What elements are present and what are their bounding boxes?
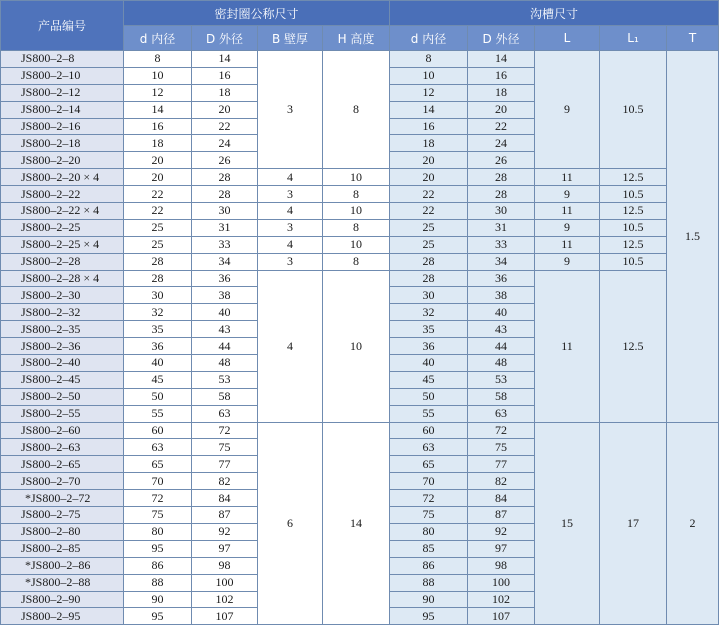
col-header-groove-d: d 内径 [390,26,468,51]
product-code-header: 产品编号 [1,1,124,51]
seal-D-cell: 28 [192,169,258,186]
seal-D-cell: 44 [192,338,258,355]
groove-d-cell: 20 [390,169,468,186]
seal-B-cell: 4 [258,236,323,253]
seal-d-cell: 10 [124,67,192,84]
groove-size-header: 沟槽尺寸 [390,1,719,26]
col-header-groove-T: T [667,26,719,51]
groove-D-cell: 33 [468,236,535,253]
product-code-cell: JS800–2–90 [1,591,124,608]
groove-D-cell: 102 [468,591,535,608]
groove-d-cell: 14 [390,101,468,118]
groove-d-cell: 28 [390,270,468,287]
groove-D-cell: 48 [468,355,535,372]
table-row [1,169,719,186]
seal-d-cell: 20 [124,152,192,169]
groove-d-cell: 25 [390,236,468,253]
seal-d-cell: 32 [124,304,192,321]
product-code-cell: JS800–2–12 [1,84,124,101]
groove-d-cell: 86 [390,557,468,574]
groove-D-cell: 14 [468,51,535,68]
col-header-groove-L1: L₁ [600,26,667,51]
product-code-cell: JS800–2–20 × 4 [1,169,124,186]
groove-D-cell: 38 [468,287,535,304]
seal-D-cell: 34 [192,253,258,270]
groove-d-cell: 63 [390,439,468,456]
col-header-seal-D: D 外径 [192,26,258,51]
seal-D-cell: 82 [192,473,258,490]
seal-d-cell: 95 [124,540,192,557]
groove-L-cell: 11 [535,236,600,253]
groove-D-cell: 22 [468,118,535,135]
seal-d-cell: 65 [124,456,192,473]
seal-D-cell: 24 [192,135,258,152]
groove-D-cell: 92 [468,523,535,540]
groove-d-cell: 32 [390,304,468,321]
product-code-cell: JS800–2–25 [1,219,124,236]
product-code-cell: JS800–2–75 [1,507,124,524]
product-code-cell: *JS800–2–86 [1,557,124,574]
groove-d-cell: 8 [390,51,468,68]
groove-d-cell: 85 [390,540,468,557]
seal-D-cell: 107 [192,608,258,625]
groove-T-cell: 2 [667,422,719,625]
seal-d-cell: 40 [124,355,192,372]
seal-H-cell: 10 [323,270,390,422]
groove-L1-cell: 17 [600,422,667,625]
seal-d-cell: 95 [124,608,192,625]
seal-D-cell: 48 [192,355,258,372]
seal-D-cell: 40 [192,304,258,321]
seal-B-cell: 3 [258,186,323,203]
product-code-cell: JS800–2–35 [1,321,124,338]
product-code-cell: JS800–2–22 × 4 [1,203,124,220]
table-row [1,270,719,287]
seal-d-cell: 14 [124,101,192,118]
seal-D-cell: 20 [192,101,258,118]
table-header [1,1,719,51]
groove-L-cell: 11 [535,270,600,422]
groove-d-cell: 95 [390,608,468,625]
seal-d-cell: 25 [124,236,192,253]
groove-D-cell: 75 [468,439,535,456]
product-code-cell: JS800–2–14 [1,101,124,118]
groove-D-cell: 97 [468,540,535,557]
product-code-cell: JS800–2–18 [1,135,124,152]
col-header-seal-H: H 高度 [323,26,390,51]
seal-D-cell: 43 [192,321,258,338]
groove-L1-cell: 10.5 [600,253,667,270]
seal-D-cell: 97 [192,540,258,557]
product-code-cell: JS800–2–95 [1,608,124,625]
product-code-cell: *JS800–2–88 [1,574,124,591]
seal-D-cell: 98 [192,557,258,574]
groove-D-cell: 43 [468,321,535,338]
groove-d-cell: 20 [390,152,468,169]
seal-d-cell: 18 [124,135,192,152]
groove-d-cell: 72 [390,490,468,507]
seal-D-cell: 38 [192,287,258,304]
seal-d-cell: 80 [124,523,192,540]
groove-d-cell: 88 [390,574,468,591]
groove-L1-cell: 12.5 [600,203,667,220]
groove-L-cell: 9 [535,219,600,236]
groove-D-cell: 77 [468,456,535,473]
seal-d-cell: 20 [124,169,192,186]
seal-D-cell: 16 [192,67,258,84]
groove-d-cell: 22 [390,186,468,203]
groove-D-cell: 72 [468,422,535,439]
seal-d-cell: 70 [124,473,192,490]
groove-D-cell: 30 [468,203,535,220]
seal-D-cell: 14 [192,51,258,68]
table-row [1,51,719,68]
groove-D-cell: 63 [468,405,535,422]
product-code-cell: JS800–2–20 [1,152,124,169]
groove-L-cell: 11 [535,169,600,186]
product-code-cell: JS800–2–10 [1,67,124,84]
product-code-cell: JS800–2–30 [1,287,124,304]
groove-L-cell: 11 [535,203,600,220]
seal-D-cell: 58 [192,388,258,405]
table-row [1,236,719,253]
product-code-cell: JS800–2–40 [1,355,124,372]
col-header-seal-B: B 壁厚 [258,26,323,51]
seal-H-cell: 8 [323,253,390,270]
seal-D-cell: 75 [192,439,258,456]
seal-D-cell: 22 [192,118,258,135]
groove-D-cell: 107 [468,608,535,625]
seal-d-cell: 22 [124,203,192,220]
seal-H-cell: 8 [323,219,390,236]
product-code-cell: JS800–2–16 [1,118,124,135]
groove-L1-cell: 10.5 [600,186,667,203]
groove-d-cell: 90 [390,591,468,608]
seal-d-cell: 45 [124,371,192,388]
groove-d-cell: 16 [390,118,468,135]
seal-d-cell: 36 [124,338,192,355]
seal-H-cell: 14 [323,422,390,625]
groove-D-cell: 18 [468,84,535,101]
seal-B-cell: 6 [258,422,323,625]
groove-L1-cell: 12.5 [600,169,667,186]
groove-L-cell: 9 [535,253,600,270]
seal-D-cell: 100 [192,574,258,591]
product-code-cell: JS800–2–28 [1,253,124,270]
table-row [1,422,719,439]
groove-d-cell: 35 [390,321,468,338]
seal-nominal-size-header: 密封圈公称尺寸 [124,1,390,26]
groove-d-cell: 65 [390,456,468,473]
product-code-cell: JS800–2–45 [1,371,124,388]
product-code-cell: JS800–2–32 [1,304,124,321]
seal-D-cell: 77 [192,456,258,473]
groove-d-cell: 10 [390,67,468,84]
groove-d-cell: 75 [390,507,468,524]
groove-D-cell: 34 [468,253,535,270]
groove-D-cell: 58 [468,388,535,405]
groove-L-cell: 9 [535,51,600,169]
product-code-cell: *JS800–2–72 [1,490,124,507]
seal-d-cell: 60 [124,422,192,439]
groove-D-cell: 82 [468,473,535,490]
product-code-cell: JS800–2–55 [1,405,124,422]
seal-D-cell: 18 [192,84,258,101]
groove-L1-cell: 10.5 [600,51,667,169]
seal-D-cell: 92 [192,523,258,540]
product-code-cell: JS800–2–50 [1,388,124,405]
seal-D-cell: 63 [192,405,258,422]
seal-d-cell: 35 [124,321,192,338]
groove-T-cell: 1.5 [667,51,719,423]
groove-d-cell: 55 [390,405,468,422]
seal-D-cell: 31 [192,219,258,236]
seal-d-cell: 75 [124,507,192,524]
groove-d-cell: 60 [390,422,468,439]
seal-d-cell: 25 [124,219,192,236]
seal-B-cell: 4 [258,203,323,220]
groove-D-cell: 31 [468,219,535,236]
seal-H-cell: 10 [323,203,390,220]
groove-D-cell: 53 [468,371,535,388]
groove-L1-cell: 12.5 [600,270,667,422]
table-row [1,203,719,220]
groove-D-cell: 28 [468,169,535,186]
groove-d-cell: 22 [390,203,468,220]
groove-D-cell: 98 [468,557,535,574]
groove-d-cell: 30 [390,287,468,304]
groove-D-cell: 26 [468,152,535,169]
product-code-cell: JS800–2–22 [1,186,124,203]
groove-d-cell: 12 [390,84,468,101]
product-code-cell: JS800–2–80 [1,523,124,540]
product-code-cell: JS800–2–25 × 4 [1,236,124,253]
seal-D-cell: 53 [192,371,258,388]
seal-d-cell: 22 [124,186,192,203]
seal-d-cell: 16 [124,118,192,135]
groove-D-cell: 20 [468,101,535,118]
seal-B-cell: 3 [258,253,323,270]
seal-D-cell: 28 [192,186,258,203]
groove-d-cell: 28 [390,253,468,270]
groove-D-cell: 100 [468,574,535,591]
groove-D-cell: 40 [468,304,535,321]
seal-d-cell: 55 [124,405,192,422]
col-header-groove-L: L [535,26,600,51]
groove-d-cell: 80 [390,523,468,540]
seal-d-cell: 88 [124,574,192,591]
table-body [1,51,719,625]
seal-B-cell: 4 [258,169,323,186]
groove-d-cell: 25 [390,219,468,236]
groove-L-cell: 15 [535,422,600,625]
product-code-cell: JS800–2–85 [1,540,124,557]
seal-D-cell: 30 [192,203,258,220]
col-header-seal-d: d 内径 [124,26,192,51]
groove-D-cell: 28 [468,186,535,203]
table-row [1,253,719,270]
groove-D-cell: 16 [468,67,535,84]
seal-d-cell: 72 [124,490,192,507]
product-code-cell: JS800–2–36 [1,338,124,355]
seal-d-cell: 28 [124,270,192,287]
seal-D-cell: 102 [192,591,258,608]
seal-H-cell: 8 [323,186,390,203]
groove-d-cell: 45 [390,371,468,388]
groove-d-cell: 18 [390,135,468,152]
seal-H-cell: 8 [323,51,390,169]
seal-D-cell: 84 [192,490,258,507]
seal-B-cell: 3 [258,51,323,169]
groove-D-cell: 44 [468,338,535,355]
seal-d-cell: 30 [124,287,192,304]
groove-d-cell: 40 [390,355,468,372]
seal-D-cell: 36 [192,270,258,287]
seal-d-cell: 12 [124,84,192,101]
groove-L1-cell: 10.5 [600,219,667,236]
seal-d-cell: 90 [124,591,192,608]
seal-H-cell: 10 [323,236,390,253]
seal-H-cell: 10 [323,169,390,186]
seal-d-cell: 50 [124,388,192,405]
seal-D-cell: 72 [192,422,258,439]
seal-D-cell: 26 [192,152,258,169]
product-code-cell: JS800–2–8 [1,51,124,68]
seal-D-cell: 33 [192,236,258,253]
seal-d-cell: 28 [124,253,192,270]
col-header-groove-D: D 外径 [468,26,535,51]
groove-d-cell: 70 [390,473,468,490]
product-code-cell: JS800–2–65 [1,456,124,473]
groove-D-cell: 36 [468,270,535,287]
groove-D-cell: 84 [468,490,535,507]
groove-D-cell: 24 [468,135,535,152]
groove-L-cell: 9 [535,186,600,203]
seal-d-cell: 8 [124,51,192,68]
seal-D-cell: 87 [192,507,258,524]
seal-B-cell: 3 [258,219,323,236]
seal-d-cell: 63 [124,439,192,456]
table-row [1,219,719,236]
seal-d-cell: 86 [124,557,192,574]
groove-d-cell: 36 [390,338,468,355]
groove-d-cell: 50 [390,388,468,405]
product-code-cell: JS800–2–60 [1,422,124,439]
seal-B-cell: 4 [258,270,323,422]
product-code-cell: JS800–2–28 × 4 [1,270,124,287]
groove-D-cell: 87 [468,507,535,524]
product-code-cell: JS800–2–63 [1,439,124,456]
groove-L1-cell: 12.5 [600,236,667,253]
product-code-cell: JS800–2–70 [1,473,124,490]
table-row [1,186,719,203]
